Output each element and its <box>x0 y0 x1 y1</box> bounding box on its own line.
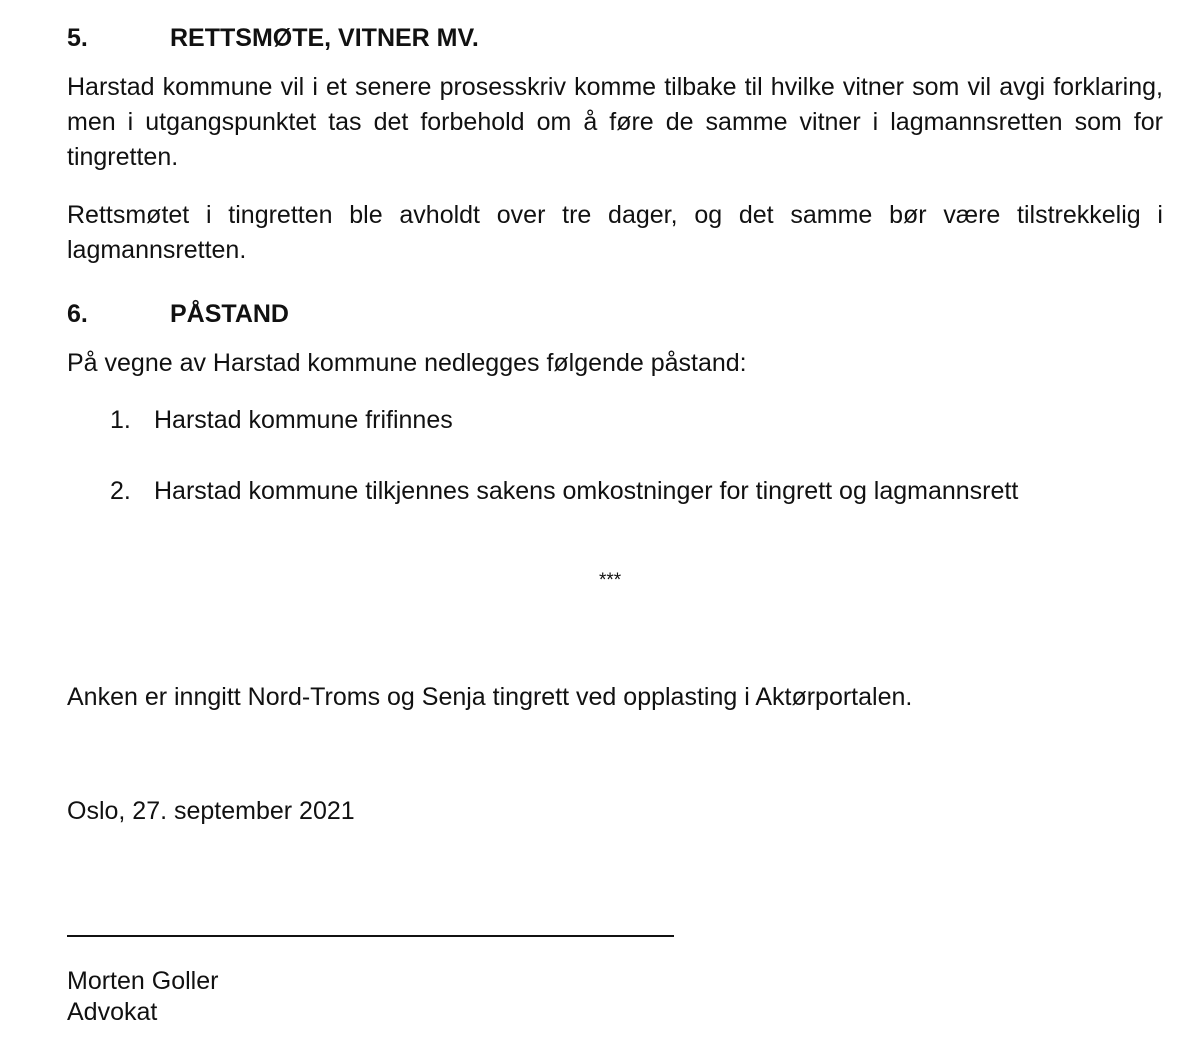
claim-intro: På vegne av Harstad kommune nedlegges følgende påstand: <box>67 349 747 377</box>
claim-item <box>110 405 453 435</box>
section-title: PÅSTAND <box>170 300 289 328</box>
section-number: 5. <box>67 24 88 52</box>
section-5-heading <box>67 23 479 53</box>
section-6-heading <box>67 299 289 329</box>
place-date: Oslo, 27. september 2021 <box>67 797 355 825</box>
claim-item <box>110 476 1018 506</box>
signatory-name: Morten Goller <box>67 967 219 995</box>
section-title: RETTSMØTE, VITNER MV. <box>170 24 479 52</box>
claim-text: Harstad kommune tilkjennes sakens omkostninger for tingrett og lagmannsrett <box>154 477 1019 505</box>
separator: *** <box>599 570 622 591</box>
signatory-title: Advokat <box>67 998 158 1026</box>
claim-number: 1. <box>110 406 131 434</box>
claim-text: Harstad kommune frifinnes <box>154 406 453 434</box>
section-5-paragraph-2: Rettsmøtet i tingretten ble avholdt over tre dager, og det samme bør være tilstrekkelig i lagmannsretten. <box>67 201 1163 264</box>
section-5-paragraph-1: Harstad kommune vil i et senere prosesskriv komme tilbake til hvilke vitner som vil avgi forklaring, men i utgangspunktet tas det forbehold om å føre de samme vitner i lagmannsretten som for tingretten. <box>67 73 1163 171</box>
filing-note: Anken er inngitt Nord-Troms og Senja tingrett ved opplasting i Aktørportalen. <box>67 683 913 711</box>
claim-number: 2. <box>110 477 131 505</box>
section-number: 6. <box>67 300 88 328</box>
signature-line <box>67 935 674 937</box>
